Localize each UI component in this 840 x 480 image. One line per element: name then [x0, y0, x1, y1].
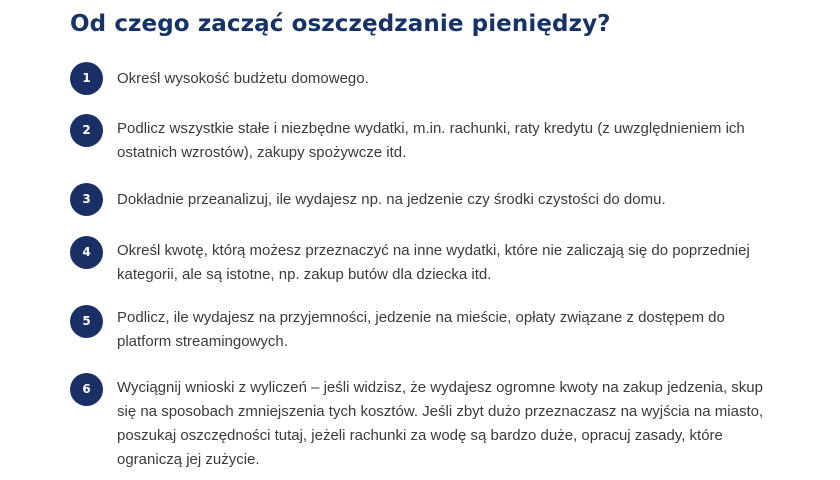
step-text: Wyciągnij wnioski z wyliczeń – jeśli widzisz, że wydajesz ogromne kwoty na zakup jedzenia, skup się na sposobach zmniejszenia tych kosztów. Jeśli zbyt dużo przeznaczasz na wyjścia na miasto, poszukaj oszczędności tutaj, jeżeli rachunki za wodę są bardzo duże, opracuj zasady, które ograniczą jej zużycie.: [117, 379, 764, 468]
step-text: Określ kwotę, którą możesz przeznaczyć na inne wydatki, które nie zaliczają się do poprzedniej kategorii, ale są istotne, np. zakup butów dla dziecka itd.: [117, 242, 750, 283]
step-text: Dokładnie przeanalizuj, ile wydajesz np. na jedzenie czy środki czystości do domu.: [117, 191, 666, 208]
step-number-badge: 6: [70, 373, 103, 406]
step-text: Określ wysokość budżetu domowego.: [117, 70, 369, 87]
step-number-badge: 3: [70, 183, 103, 216]
step-number-badge: 5: [70, 305, 103, 338]
step-text: Podlicz, ile wydajesz na przyjemności, jedzenie na mieście, opłaty związane z dostępem do platform streamingowych.: [117, 309, 725, 350]
page-title: Od czego zacząć oszczędzanie pieniędzy?: [70, 11, 611, 37]
step-text: Podlicz wszystkie stałe i niezbędne wydatki, m.in. rachunki, raty kredytu (z uwzględnieniem ich ostatnich wzrostów), zakupy spożywcze itd.: [117, 120, 745, 161]
step-number-badge: 2: [70, 114, 103, 147]
step-number-badge: 1: [70, 62, 103, 95]
step-number-badge: 4: [70, 236, 103, 269]
